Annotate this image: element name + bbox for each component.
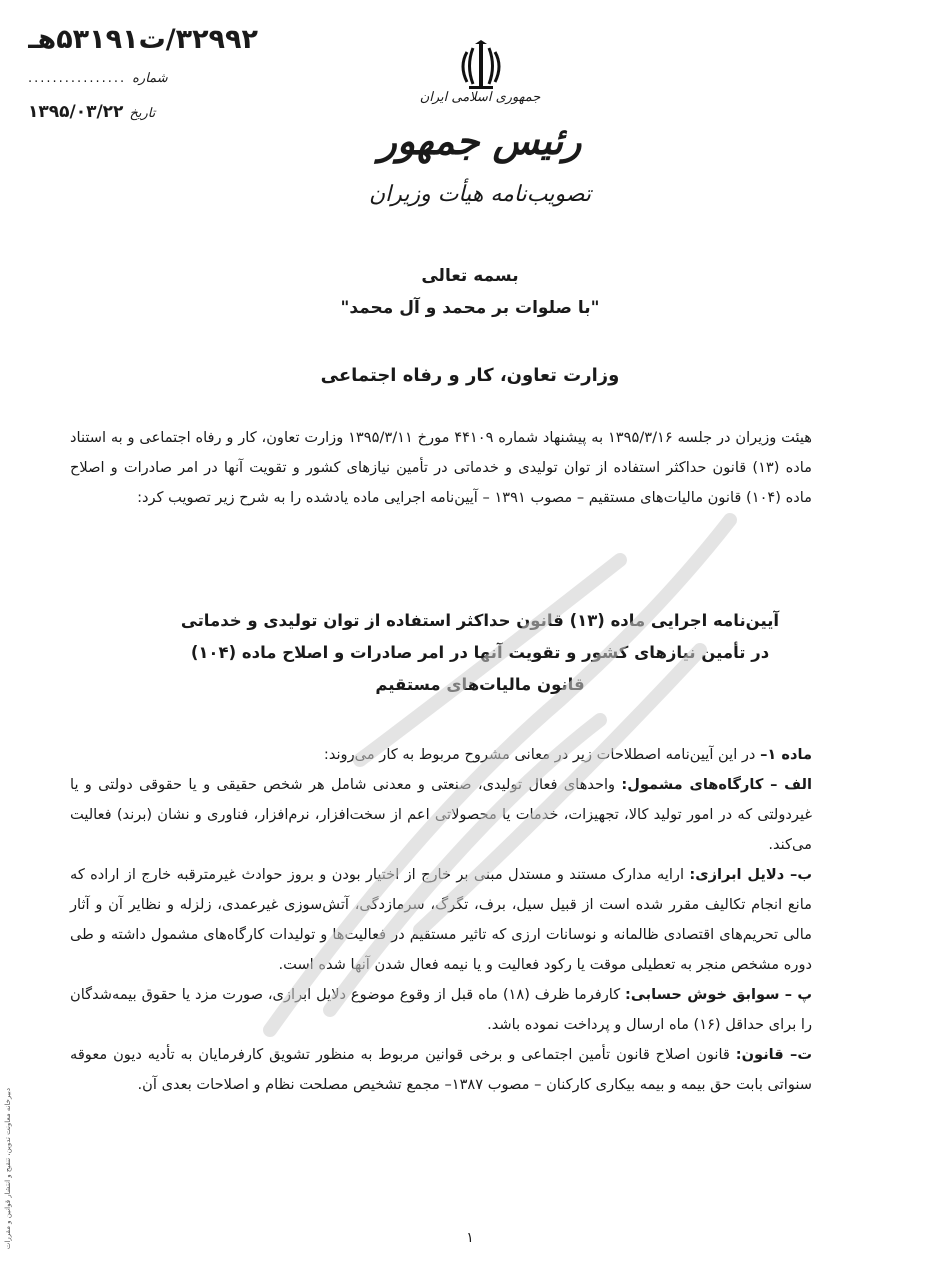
number-row (28, 71, 258, 86)
clause-text: ارایه مدارک مستند و مستدل مبنی بر خارج از اختیار بودن و بروز حوادث غیرمترقبه خارج از اراده که مانع انجام تکالیف مقرر شده است از قبیل سیل، برف، تگرگ، سرمازدگی، آتش‌سوزی غیرعمدی، زلزله و نظایر آن و آثار مالی تحریم‌های اقتصادی ظالمانه و نوسانات ارزی که تاثیر مستقیم در فعالیت‌ها و تولیدات کارگاه‌های مشمول داشته و طی دوره مشخص منجر به تعطیلی موقت یا رکود فعالیت و یا نیمه فعال شدن آنها شده است. (70, 866, 812, 973)
bismillah: بسمه تعالی (421, 266, 519, 286)
regulation-title-line: قانون مالیات‌های مستقیم (375, 675, 585, 694)
article-heading: ماده ۱– (760, 746, 812, 763)
regulation-title-line: در تأمین نیازهای کشور و تقویت آنها در امر صادرات و اصلاح ماده (۱۰۴) (190, 643, 770, 662)
number-dots: ................ (28, 71, 127, 86)
number-label: شماره (132, 71, 168, 86)
article-1-intro (70, 740, 812, 770)
reference-date: ۱۳۹۵/۰۳/۲۲ (28, 102, 124, 122)
clause-text: واحدهای فعال تولیدی، صنعتی و معدنی شامل هر شخص حقیقی و یا حقوقی دولتی و یا غیردولتی که در امور تولید کالا، تجهیزات، خدمات یا محصولاتی اعم از سخت‌افزار، نرم‌افزار، فناوری و نشان (برند) فعالیت می‌کند. (70, 776, 812, 853)
reference-block (28, 24, 258, 122)
page-number: ۱ (466, 1230, 474, 1246)
clause (70, 770, 812, 860)
clause-text: کارفرما ظرف (۱۸) ماه قبل از وقوع موضوع دلایل ابرازی، صورت مزد یا حقوق بیمه‌شدگان را برای حداقل (۱۶) ماه ارسال و پرداخت نموده باشد. (70, 986, 812, 1033)
clause-text: قانون اصلاح قانون تأمین اجتماعی و برخی قوانین مربوط به منظور تشویق کارفرمایان به تأدیه دیون معوقه سنواتی بابت حق بیمه و بیمه بیکاری کارکنان – مصوب ۱۳۸۷– مجمع تشخیص مصلحت نظام و اصلاحات بعدی آن. (70, 1046, 812, 1093)
clause (70, 1040, 812, 1100)
office-title: رئیس جمهور (378, 118, 582, 163)
clause-term: ب– دلایل ابرازی: (689, 866, 812, 883)
document-type: تصویب‌نامه هیأت وزیران (368, 182, 592, 207)
clause-term: پ – سوابق خوش حسابی: (625, 986, 813, 1003)
date-label: تاریخ (129, 106, 156, 121)
clause-term: ت– قانون: (735, 1046, 812, 1063)
date-row (28, 102, 258, 122)
addressee: وزارت تعاون، کار و رفاه اجتماعی (320, 365, 620, 386)
side-note: دبیرخانه معاونت تدوین، تنقیح و انتشار قوانین و مقررات (4, 1088, 12, 1250)
regulation-title-line: آیین‌نامه اجرایی ماده (۱۳) قانون حداکثر استفاده از توان تولیدی و خدماتی (180, 611, 780, 630)
salawat: "با صلوات بر محمد و آل محمد" (340, 298, 600, 318)
reference-number: ۳۲۹۹۲/ت۵۳۱۹۱هـ (28, 24, 258, 55)
article-intro-text: در این آیین‌نامه اصطلاحات زیر در معانی مشروح مربوط به کار می‌روند: (323, 746, 761, 763)
article-1 (70, 740, 812, 1100)
clause-term: الف – کارگاه‌های مشمول: (621, 776, 812, 793)
iran-emblem-icon (453, 38, 509, 94)
clause (70, 860, 812, 980)
country-name: جمهوری اسلامی ایران (419, 90, 541, 105)
regulation-title (80, 605, 880, 701)
clause (70, 980, 812, 1040)
intro-paragraph: هیئت وزیران در جلسه ۱۳۹۵/۳/۱۶ به پیشنهاد شماره ۴۴۱۰۹ مورخ ۱۳۹۵/۳/۱۱ وزارت تعاون، کار و رفاه اجتماعی و به استناد ماده (۱۳) قانون حداکثر استفاده از توان تولیدی و خدماتی در تأمین نیازهای کشور و تقویت آنها در امر صادرات و اصلاح ماده (۱۰۴) قانون مالیات‌های مستقیم – مصوب ۱۳۹۱ – آیین‌نامه اجرایی ماده یادشده را به شرح زیر تصویب کرد: (70, 429, 812, 506)
